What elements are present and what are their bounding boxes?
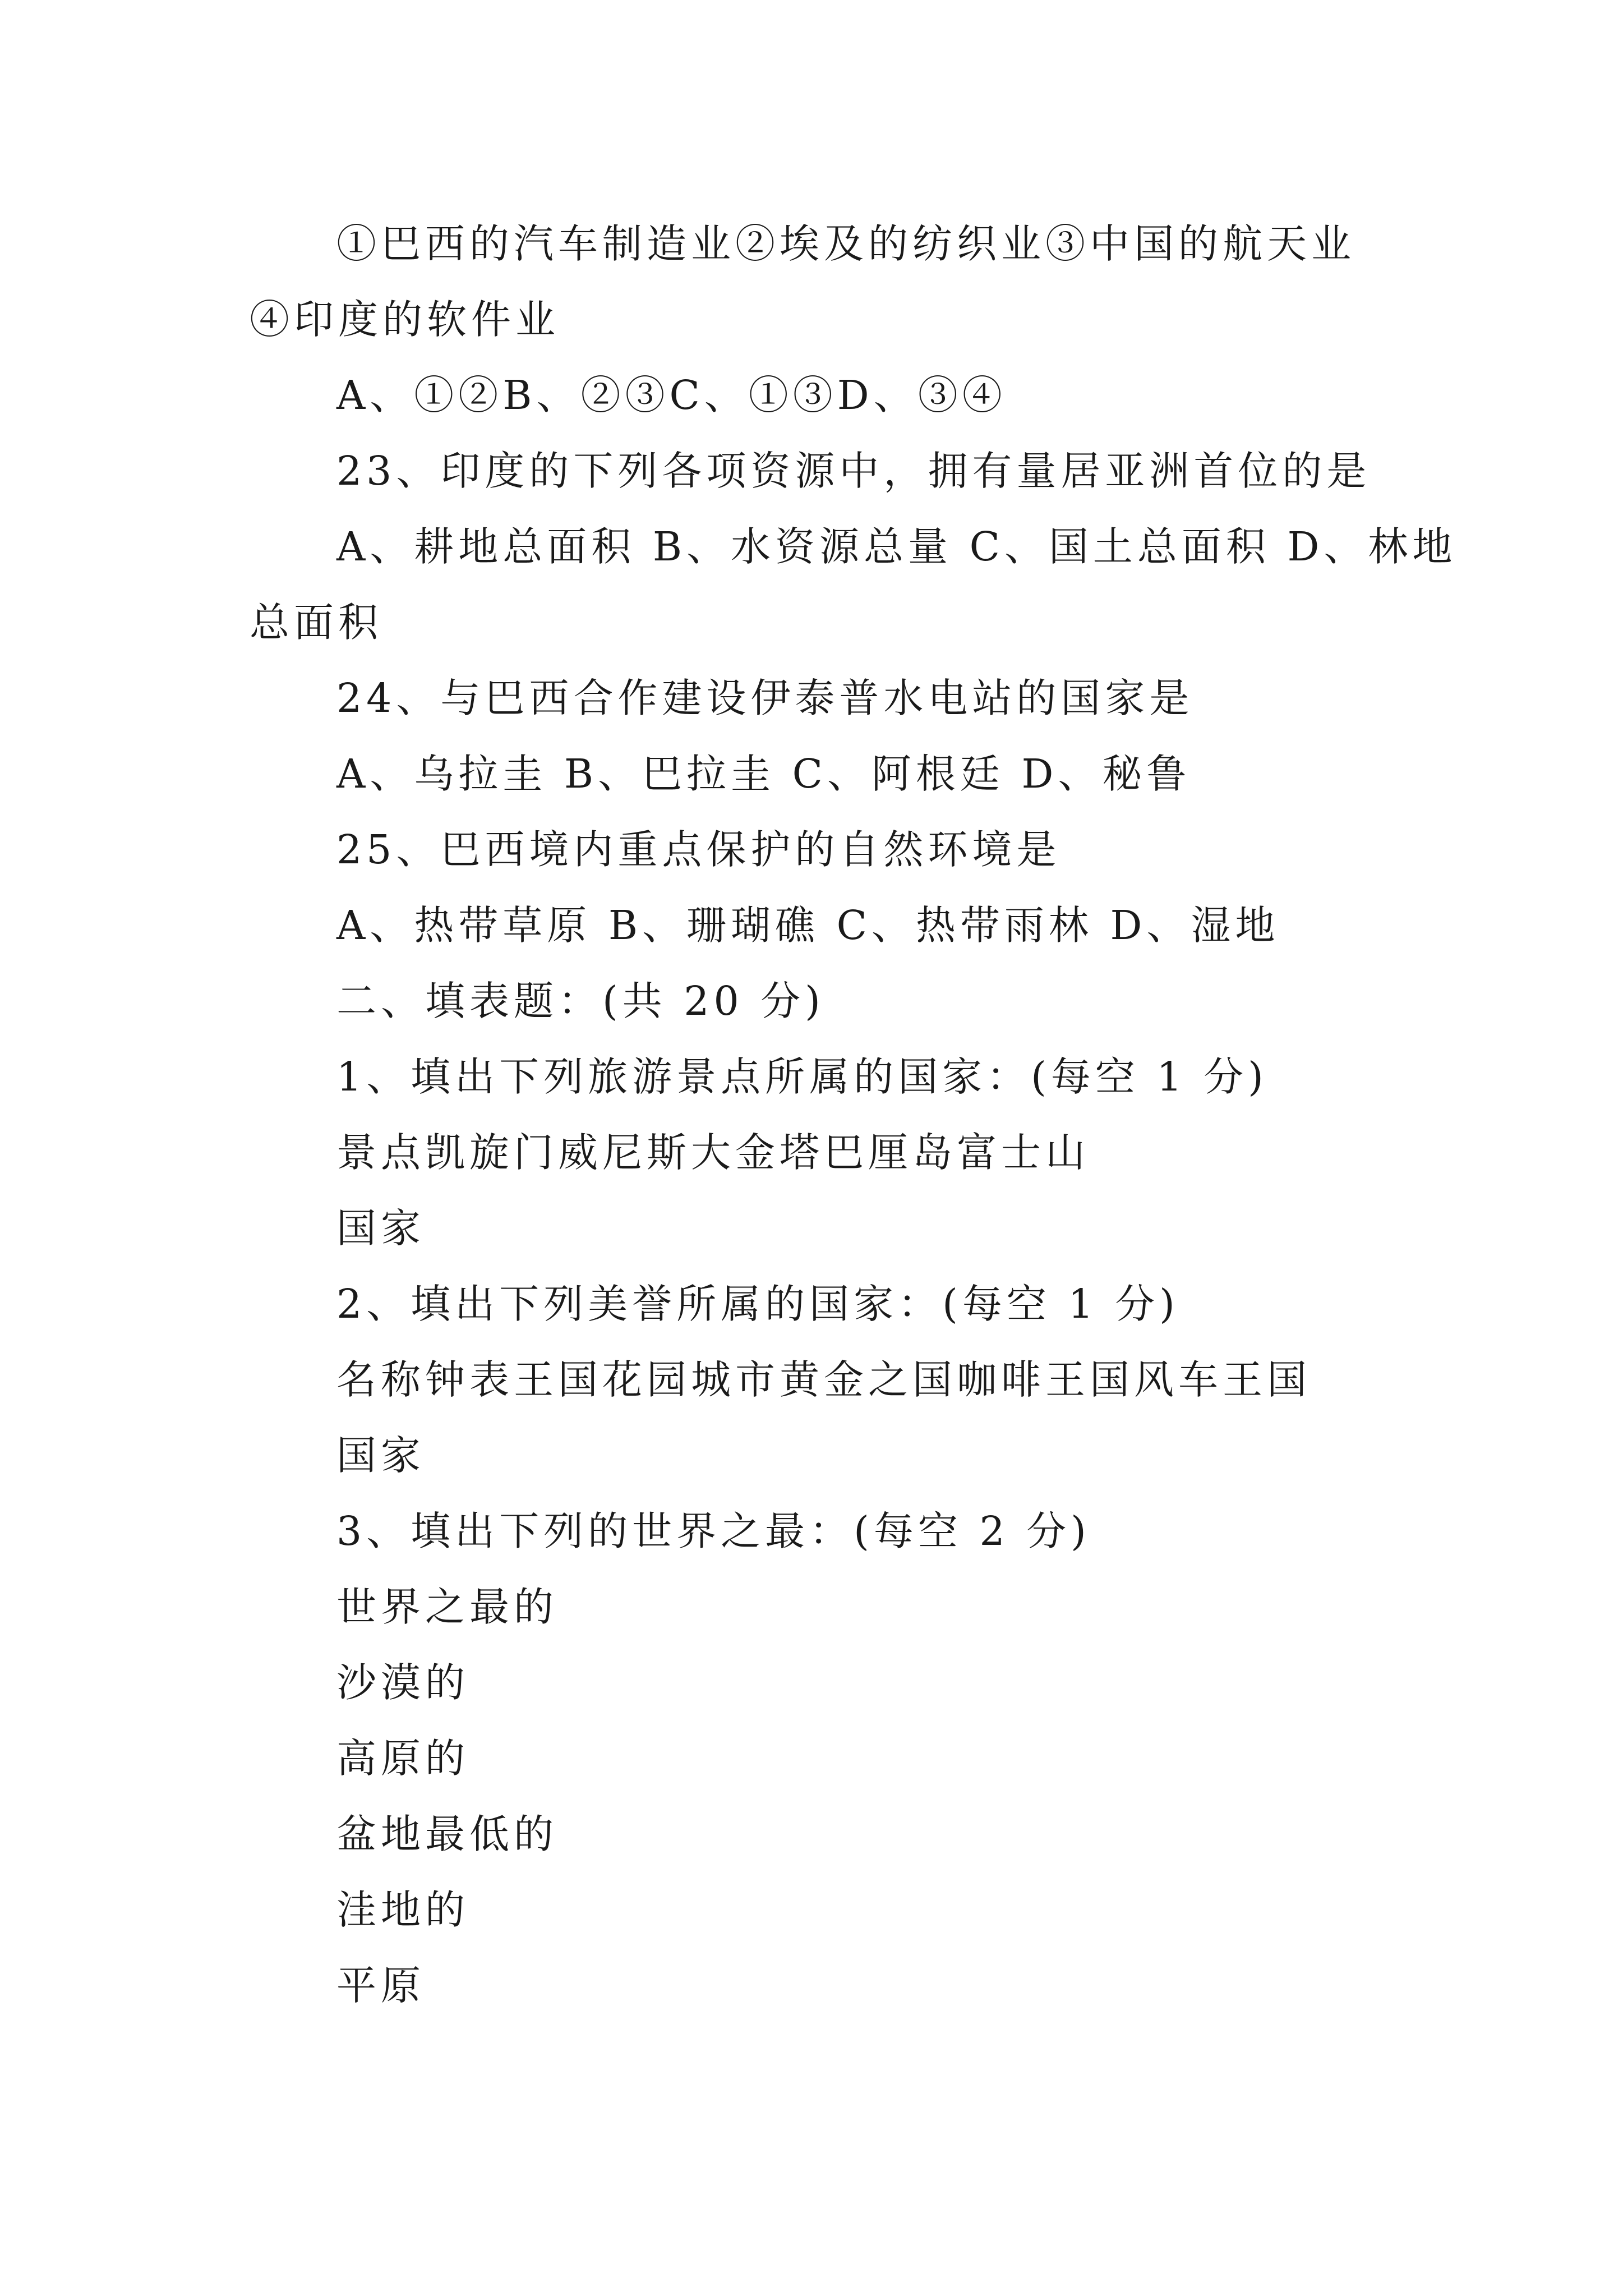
- text-line-fill-question-3: 3、填出下列的世界之最：(每空 2 分): [336, 1508, 1091, 1554]
- text-line-answer-choices-25: A、热带草原 B、珊瑚礁 C、热带雨林 D、湿地: [336, 902, 1280, 949]
- section-heading-fill-table: 二、填表题：(共 20 分): [336, 978, 825, 1024]
- text-line-options-industries-cont: ④印度的软件业: [250, 296, 560, 343]
- text-line-question-23: 23、印度的下列各项资源中，拥有量居亚洲首位的是: [336, 448, 1371, 494]
- text-line-country-label-1: 国家: [336, 1205, 426, 1251]
- text-line-plain: 平原: [336, 1962, 426, 2009]
- text-line-answer-choices-23: A、耕地总面积 B、水资源总量 C、国土总面积 D、林地: [336, 523, 1457, 570]
- text-line-fill-question-2: 2、填出下列美誉所属的国家：(每空 1 分): [336, 1281, 1179, 1327]
- text-line-basin: 盆地最低的: [336, 1811, 559, 1857]
- text-line-question-25: 25、巴西境内重点保护的自然环境是: [336, 826, 1061, 873]
- text-line-scenic-spots: 景点凯旋门威尼斯大金塔巴厘岛富士山: [336, 1129, 1090, 1176]
- text-line-options-industries: ①巴西的汽车制造业②埃及的纺织业③中国的航天业: [336, 220, 1356, 267]
- text-line-plateau: 高原的: [336, 1735, 470, 1782]
- text-line-world-records-header: 世界之最的: [336, 1584, 559, 1630]
- text-line-desert: 沙漠的: [336, 1659, 470, 1706]
- text-line-fill-question-1: 1、填出下列旅游景点所属的国家：(每空 1 分): [336, 1053, 1268, 1100]
- text-line-country-label-2: 国家: [336, 1432, 426, 1479]
- text-line-depression: 洼地的: [336, 1887, 470, 1933]
- text-line-answer-choices-22: A、①②B、②③C、①③D、③④: [336, 372, 1007, 418]
- text-line-question-24: 24、与巴西合作建设伊泰普水电站的国家是: [336, 675, 1194, 721]
- text-line-nicknames: 名称钟表王国花园城市黄金之国咖啡王国风车王国: [336, 1356, 1312, 1403]
- text-line-answer-choices-24: A、乌拉圭 B、巴拉圭 C、阿根廷 D、秘鲁: [336, 751, 1191, 797]
- text-line-answer-choices-23-cont: 总面积: [250, 599, 383, 646]
